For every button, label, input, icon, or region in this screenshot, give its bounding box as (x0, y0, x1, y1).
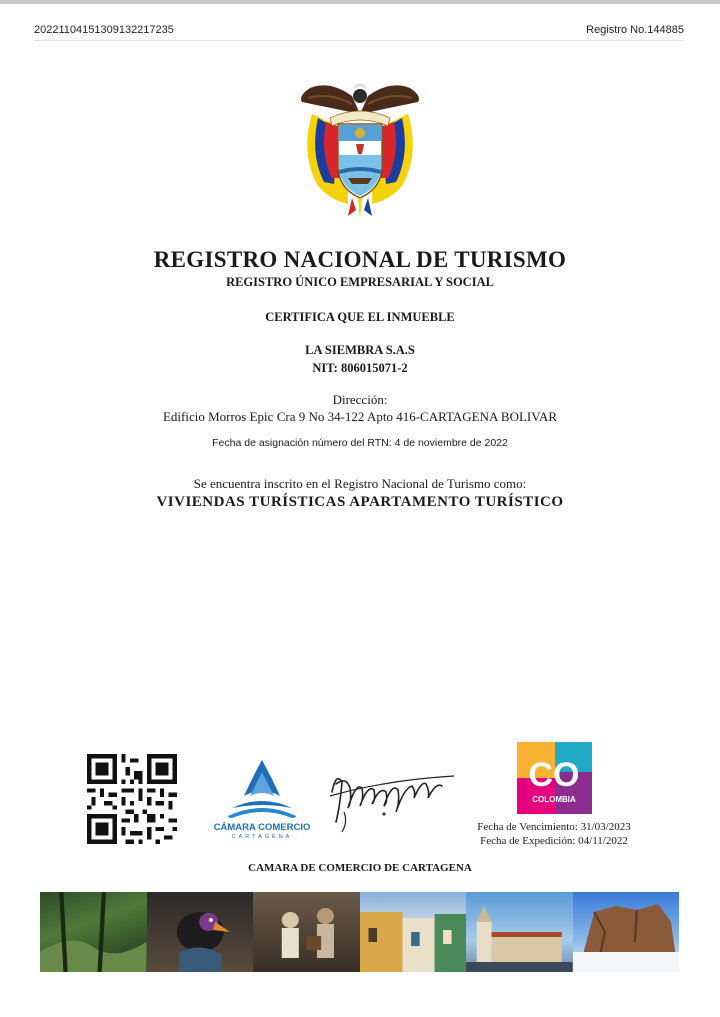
inscrito-statement: Se encuentra inscrito en el Registro Nacional de Turismo como: (193, 476, 527, 491)
page-title: REGISTRO NACIONAL DE TURISMO (153, 247, 567, 272)
document-code: 20221104151309132217235 (34, 24, 174, 36)
signature-icon (326, 762, 458, 834)
assignment-date: Fecha de asignación número del RTN: 4 de noviembre de 2022 (212, 437, 508, 449)
colombia-co-logo-icon (517, 742, 592, 814)
camara-comercio-logo-icon (212, 758, 312, 840)
issue-date: Fecha de Expedición: 04/11/2022 (480, 835, 628, 847)
forest-photo (40, 892, 147, 972)
registro-number: Registro No.144885 (586, 24, 684, 36)
page-subtitle: REGISTRO ÚNICO EMPRESARIAL Y SOCIAL (226, 275, 494, 289)
company-name: LA SIEMBRA S.A.S (305, 343, 415, 357)
address-value: Edificio Morros Epic Cra 9 No 34-122 Apto 416-CARTAGENA BOLIVAR (162, 409, 558, 424)
camara-logo-line2: CARTAGENA (231, 834, 293, 840)
colonial-street-photo (360, 892, 467, 972)
top-border (0, 0, 720, 4)
musicians-photo (253, 892, 360, 972)
certifica-heading: CERTIFICA QUE EL INMUEBLE (265, 310, 455, 324)
validity-dates (468, 820, 640, 848)
co-logo-text: CO (528, 756, 580, 794)
condor-photo (147, 892, 254, 972)
camara-logo-line1: CÁMARA COMERCIO (213, 822, 311, 833)
qr-code-icon (87, 754, 177, 844)
rock-formation-photo (573, 892, 680, 972)
tourism-category: VIVIENDAS TURÍSTICAS APARTAMENTO TURÍSTICO (156, 494, 564, 510)
issuer-name: CAMARA DE COMERCIO DE CARTAGENA (248, 862, 472, 874)
tourism-photo-strip (40, 892, 679, 972)
company-nit: NIT: 806015071-2 (312, 361, 408, 375)
address-label: Dirección: (332, 392, 388, 407)
colombia-coat-of-arms-icon (290, 74, 430, 220)
cathedral-photo (466, 892, 573, 972)
co-logo-country: COLOMBIA (532, 795, 576, 804)
expiration-date: Fecha de Vencimiento: 31/03/2023 (477, 821, 631, 833)
header-divider (34, 40, 684, 41)
